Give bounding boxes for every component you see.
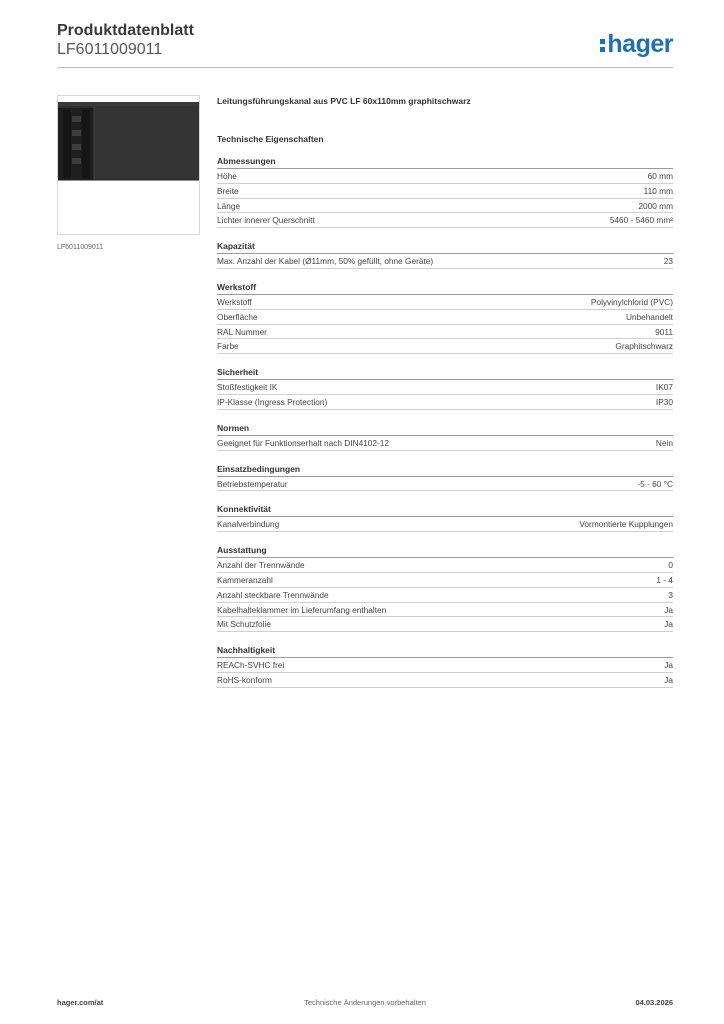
spec-value: 3: [668, 589, 673, 600]
spec-value: Unbehandelt: [625, 311, 673, 322]
spec-row: [217, 558, 673, 573]
footer-date: 04.03.2026: [635, 998, 673, 1007]
spec-value: 5460 - 5460 mm²: [609, 215, 673, 226]
spec-group: [217, 504, 673, 532]
document-number: LF6011009011: [57, 41, 163, 58]
spec-value: 2000 mm: [638, 200, 673, 211]
spec-group: [217, 156, 673, 228]
spec-value: 0: [668, 560, 673, 571]
spec-value: Vormontierte Kupplungen: [579, 519, 673, 530]
group-title: Sicherheit: [217, 367, 673, 380]
spec-label: Länge: [217, 200, 241, 211]
spec-label: Anzahl steckbare Trennwände: [217, 589, 329, 600]
spec-value: IP30: [655, 396, 673, 407]
spec-group: [217, 545, 673, 632]
logo-text: hager: [607, 30, 673, 58]
header-divider: [57, 67, 673, 68]
spec-row: [217, 477, 673, 492]
spec-row: [217, 169, 673, 184]
spec-row: [217, 339, 673, 354]
spec-row: [217, 325, 673, 340]
spec-label: Geeignet für Funktionserhalt nach DIN4102-12: [217, 437, 390, 448]
spec-label: Werkstoff: [217, 296, 252, 307]
spec-group: [217, 367, 673, 410]
spec-label: Stoßfestigkeit IK: [217, 382, 278, 393]
logo-dots-icon: [600, 39, 605, 52]
spec-label: IP-Klasse (Ingress Protection): [217, 396, 328, 407]
spec-value: Ja: [664, 604, 673, 615]
spec-label: Max. Anzahl der Kabel (Ø11mm, 50% gefüllt, ohne Geräte): [217, 256, 434, 267]
spec-value: 1 - 4: [656, 574, 673, 585]
spec-group: [217, 464, 673, 492]
spec-label: Oberfläche: [217, 311, 258, 322]
spec-row: [217, 517, 673, 532]
spec-content: [217, 96, 673, 688]
spec-label: Höhe: [217, 171, 237, 181]
spec-value: Polyvinylchlorid (PVC): [590, 296, 673, 307]
spec-label: Kanalverbindung: [217, 519, 280, 530]
spec-label: Lichter innerer Querschnitt: [217, 215, 315, 226]
spec-row: [217, 213, 673, 228]
spec-value: -5 - 60 °C: [637, 478, 673, 489]
spec-row: [217, 184, 673, 199]
spec-value: 23: [663, 256, 673, 267]
spec-label: REACh-SVHC frei: [217, 660, 285, 671]
spec-row: [217, 395, 673, 410]
spec-value: Graphitschwarz: [615, 341, 673, 352]
spec-row: [217, 199, 673, 214]
spec-row: [217, 603, 673, 618]
footer-note: Technische Änderungen vorbehalten: [304, 998, 426, 1007]
spec-label: Farbe: [217, 341, 239, 352]
group-title: Ausstattung: [217, 545, 673, 558]
spec-row: [217, 295, 673, 310]
group-title: Konnektivität: [217, 504, 673, 517]
group-title: Abmessungen: [217, 156, 673, 169]
spec-row: [217, 673, 673, 688]
product-description: Leitungsführungskanal aus PVC LF 60x110mm graphitschwarz: [217, 96, 471, 106]
image-caption: LF6011009011: [57, 244, 104, 251]
group-title: Werkstoff: [217, 282, 673, 295]
spec-value: IK07: [655, 382, 673, 393]
footer-website-link[interactable]: hager.com/at: [57, 998, 104, 1007]
spec-group: [217, 645, 673, 688]
spec-value: 9011: [655, 326, 673, 337]
spec-row: [217, 588, 673, 603]
spec-value: Nein: [655, 437, 673, 448]
spec-row: [217, 436, 673, 451]
spec-label: Betriebstemperatur: [217, 478, 288, 489]
spec-row: [217, 254, 673, 269]
spec-value: 60 mm: [647, 171, 673, 181]
page-header: [57, 22, 673, 59]
spec-label: RoHS-konform: [217, 674, 272, 685]
document-title: Produktdatenblatt: [57, 22, 194, 39]
product-image: [57, 95, 200, 235]
spec-group: [217, 241, 673, 269]
spec-label: Kammeranzahl: [217, 574, 273, 585]
spec-label: Kabelhalteklammer im Lieferumfang enthalten: [217, 604, 387, 615]
spec-label: Breite: [217, 185, 239, 196]
group-title: Normen: [217, 423, 673, 436]
spec-value: Ja: [664, 619, 673, 630]
spec-label: RAL Nummer: [217, 326, 267, 337]
spec-value: Ja: [664, 674, 673, 685]
spec-row: [217, 380, 673, 395]
spec-group: [217, 423, 673, 451]
spec-row: [217, 310, 673, 325]
hager-logo: [600, 30, 673, 59]
cable-duct-icon: [58, 96, 200, 235]
spec-row: [217, 658, 673, 673]
group-title: Einsatzbedingungen: [217, 464, 673, 477]
spec-label: Anzahl der Trennwände: [217, 560, 305, 571]
group-title: Kapazität: [217, 241, 673, 254]
spec-groups: [217, 156, 673, 688]
group-title: Nachhaltigkeit: [217, 645, 673, 658]
spec-value: 110 mm: [643, 185, 673, 196]
spec-value: Ja: [664, 660, 673, 671]
spec-row: [217, 573, 673, 588]
section-heading: Technische Eigenschaften: [217, 134, 324, 144]
spec-group: [217, 282, 673, 354]
spec-label: Mit Schutzfolie: [217, 619, 271, 630]
spec-row: [217, 617, 673, 632]
